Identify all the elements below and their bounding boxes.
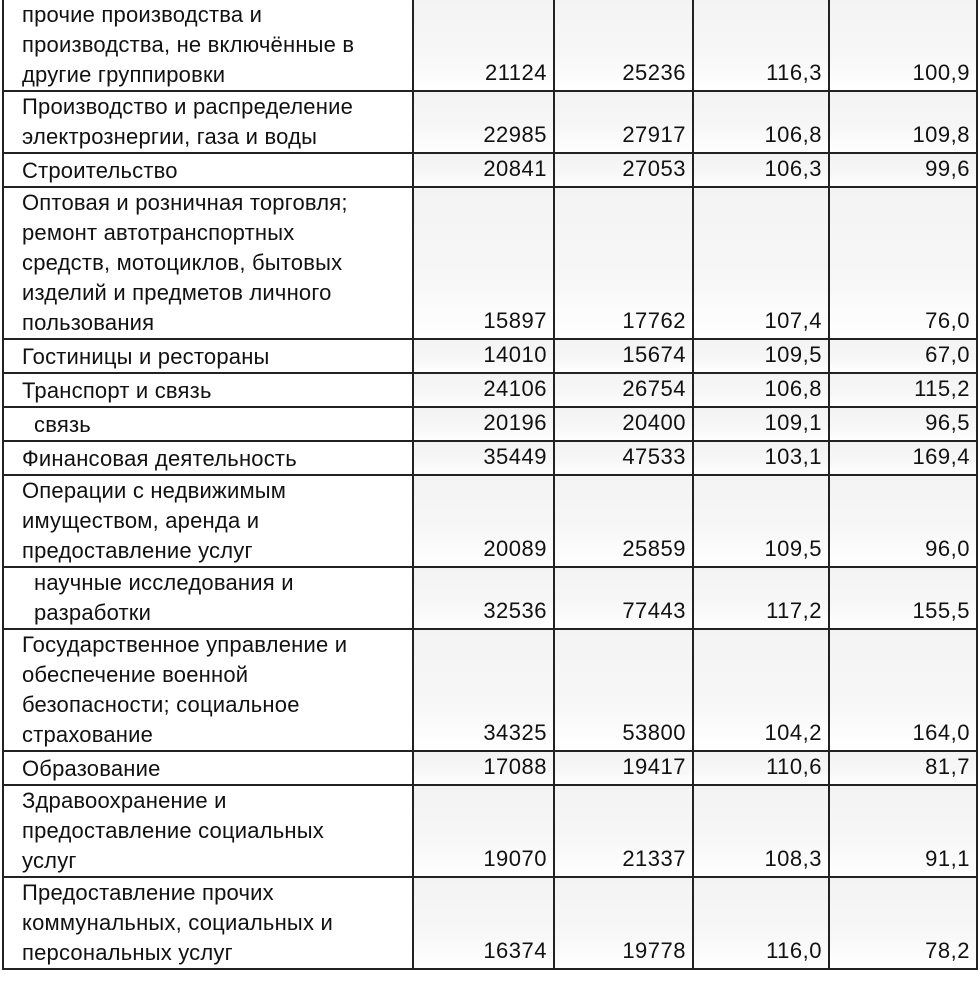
value-cell-col3[interactable]: 109,1 — [693, 407, 829, 441]
value-cell-col3[interactable]: 110,6 — [693, 751, 829, 785]
value-cell-col1[interactable]: 21124 — [413, 0, 554, 91]
row-label-cell[interactable] — [3, 373, 413, 407]
row-label: Гостиницы и рестораны — [22, 344, 270, 369]
value-cell-col1[interactable]: 19070 — [413, 785, 554, 877]
value-cell-col1[interactable]: 35449 — [413, 441, 554, 475]
table-row — [3, 91, 977, 153]
value-cell-col4[interactable]: 169,4 — [829, 441, 977, 475]
value-cell-col3[interactable]: 108,3 — [693, 785, 829, 877]
row-label-cell[interactable] — [3, 877, 413, 969]
row-label-cell[interactable] — [3, 629, 413, 751]
value-cell-col3[interactable]: 109,5 — [693, 475, 829, 567]
value-cell-col2[interactable]: 21337 — [554, 785, 693, 877]
table-row — [3, 407, 977, 441]
value-cell-col2[interactable]: 19417 — [554, 751, 693, 785]
value-cell-col1[interactable]: 14010 — [413, 339, 554, 373]
value-cell-col3[interactable]: 109,5 — [693, 339, 829, 373]
value-cell-col3[interactable]: 103,1 — [693, 441, 829, 475]
row-label-cell[interactable] — [3, 475, 413, 567]
value-cell-col3[interactable]: 106,3 — [693, 153, 829, 187]
table-row — [3, 187, 977, 339]
table-row — [3, 0, 977, 91]
row-label: Здравоохранение и предоставление социальных услуг — [22, 788, 324, 873]
value-cell-col1[interactable]: 22985 — [413, 91, 554, 153]
value-cell-col3[interactable]: 107,4 — [693, 187, 829, 339]
value-cell-col4[interactable]: 96,5 — [829, 407, 977, 441]
row-label-cell[interactable] — [3, 785, 413, 877]
value-cell-col1[interactable]: 20089 — [413, 475, 554, 567]
value-cell-col4[interactable]: 96,0 — [829, 475, 977, 567]
value-cell-col4[interactable]: 91,1 — [829, 785, 977, 877]
data-table — [2, 0, 978, 970]
value-cell-col2[interactable]: 53800 — [554, 629, 693, 751]
value-cell-col3[interactable]: 106,8 — [693, 373, 829, 407]
value-cell-col1[interactable]: 32536 — [413, 567, 554, 629]
row-label-cell[interactable] — [3, 567, 413, 629]
value-cell-col2[interactable]: 77443 — [554, 567, 693, 629]
row-label: Предоставление прочих коммунальных, социальных и персональных услуг — [22, 880, 333, 965]
value-cell-col4[interactable]: 78,2 — [829, 877, 977, 969]
table-row — [3, 629, 977, 751]
value-cell-col1[interactable]: 20841 — [413, 153, 554, 187]
value-cell-col2[interactable]: 26754 — [554, 373, 693, 407]
table-row — [3, 441, 977, 475]
value-cell-col2[interactable]: 25236 — [554, 0, 693, 91]
value-cell-col2[interactable]: 27917 — [554, 91, 693, 153]
table-body — [3, 0, 977, 969]
row-label: Образование — [22, 756, 161, 781]
value-cell-col3[interactable]: 104,2 — [693, 629, 829, 751]
spreadsheet-sheet — [2, 0, 978, 988]
value-cell-col2[interactable]: 47533 — [554, 441, 693, 475]
value-cell-col2[interactable]: 19778 — [554, 877, 693, 969]
row-label-cell[interactable] — [3, 153, 413, 187]
table-row — [3, 785, 977, 877]
value-cell-col1[interactable]: 16374 — [413, 877, 554, 969]
value-cell-col4[interactable]: 115,2 — [829, 373, 977, 407]
value-cell-col3[interactable]: 116,0 — [693, 877, 829, 969]
row-label: прочие производства и производства, не включённые в другие группировки — [22, 2, 355, 87]
row-label-cell[interactable] — [3, 751, 413, 785]
value-cell-col2[interactable]: 15674 — [554, 339, 693, 373]
table-row — [3, 877, 977, 969]
row-label-cell[interactable] — [3, 0, 413, 91]
row-label-cell[interactable] — [3, 441, 413, 475]
value-cell-col3[interactable]: 117,2 — [693, 567, 829, 629]
row-label: Строительство — [22, 158, 178, 183]
table-row — [3, 475, 977, 567]
row-label: научные исследования и разработки — [34, 570, 294, 625]
row-label-cell[interactable] — [3, 339, 413, 373]
value-cell-col4[interactable]: 164,0 — [829, 629, 977, 751]
value-cell-col4[interactable]: 109,8 — [829, 91, 977, 153]
table-row — [3, 339, 977, 373]
value-cell-col2[interactable]: 17762 — [554, 187, 693, 339]
row-label-cell[interactable] — [3, 407, 413, 441]
row-label: Производство и распределение электрознергии, газа и воды — [22, 94, 354, 149]
table-row — [3, 153, 977, 187]
value-cell-col2[interactable]: 20400 — [554, 407, 693, 441]
value-cell-col4[interactable]: 100,9 — [829, 0, 977, 91]
value-cell-col4[interactable]: 155,5 — [829, 567, 977, 629]
value-cell-col1[interactable]: 17088 — [413, 751, 554, 785]
row-label: связь — [34, 412, 91, 437]
row-label-cell[interactable] — [3, 187, 413, 339]
value-cell-col4[interactable]: 81,7 — [829, 751, 977, 785]
value-cell-col2[interactable]: 25859 — [554, 475, 693, 567]
row-label: Операции с недвижимым имуществом, аренда и предоставление услуг — [22, 478, 287, 563]
row-label: Финансовая деятельность — [22, 446, 297, 471]
table-row — [3, 373, 977, 407]
table-row — [3, 751, 977, 785]
row-label: Оптовая и розничная торговля; ремонт автотранспортных средств, мотоциклов, бытовых изделий и предметов личного пользования — [22, 190, 348, 335]
value-cell-col3[interactable]: 106,8 — [693, 91, 829, 153]
value-cell-col2[interactable]: 27053 — [554, 153, 693, 187]
value-cell-col4[interactable]: 67,0 — [829, 339, 977, 373]
row-label: Транспорт и связь — [22, 378, 212, 403]
value-cell-col1[interactable]: 34325 — [413, 629, 554, 751]
value-cell-col1[interactable]: 15897 — [413, 187, 554, 339]
value-cell-col4[interactable]: 76,0 — [829, 187, 977, 339]
value-cell-col1[interactable]: 20196 — [413, 407, 554, 441]
value-cell-col4[interactable]: 99,6 — [829, 153, 977, 187]
table-row — [3, 567, 977, 629]
value-cell-col1[interactable]: 24106 — [413, 373, 554, 407]
row-label-cell[interactable] — [3, 91, 413, 153]
row-label: Государственное управление и обеспечение военной безопасности; социальное страхование — [22, 632, 348, 747]
value-cell-col3[interactable]: 116,3 — [693, 0, 829, 91]
